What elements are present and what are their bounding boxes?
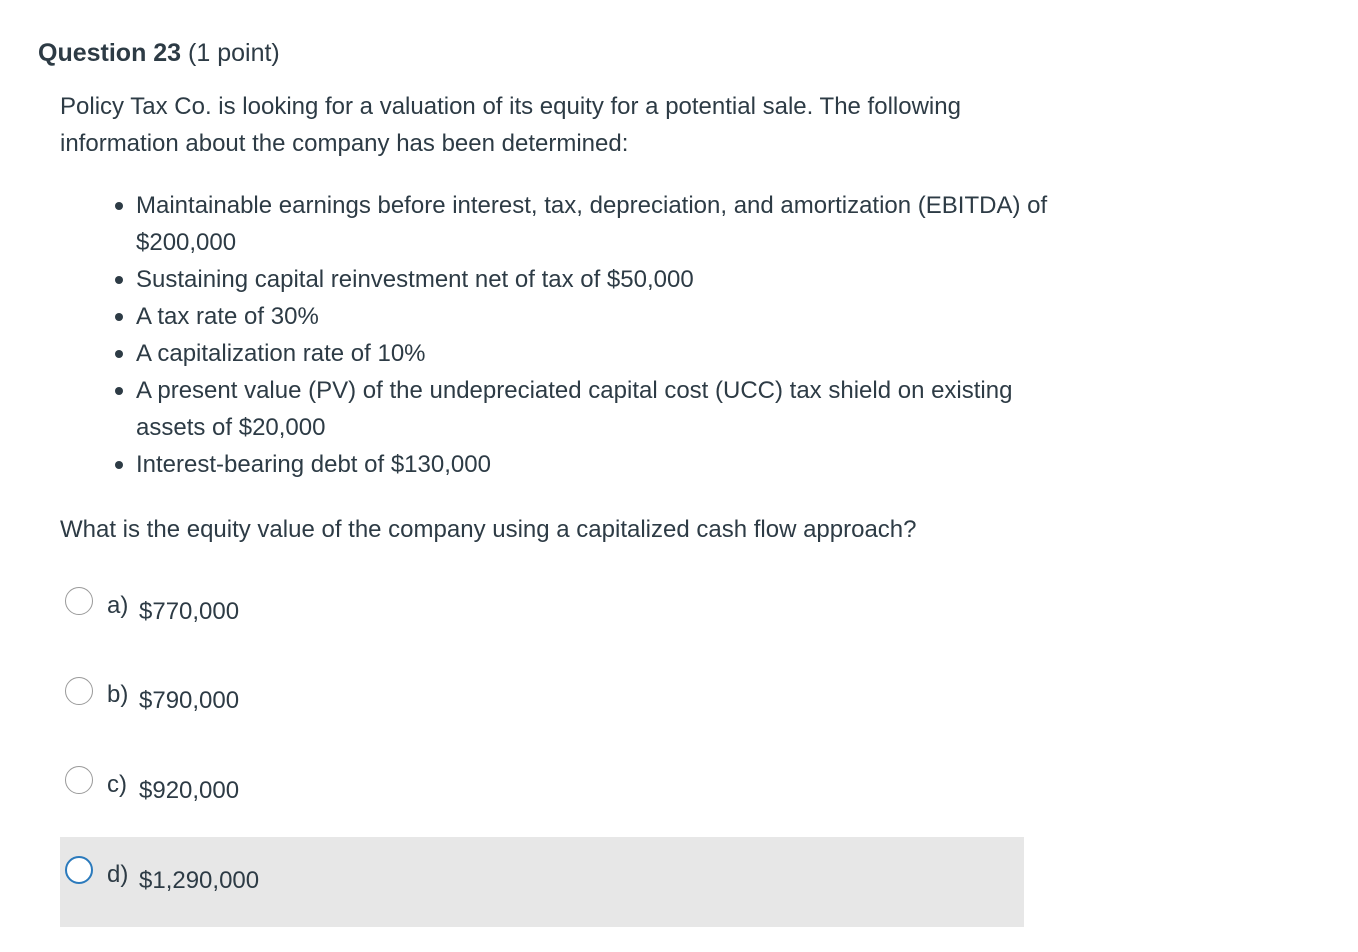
fact-item-tax-rate: A tax rate of 30% [136, 298, 1076, 335]
answer-letter-c: c) [107, 771, 127, 798]
answer-letter-d: d) [107, 861, 129, 888]
answer-letter-b: b) [107, 681, 129, 708]
answer-option-d[interactable] [60, 837, 1024, 927]
fact-item-ebitda: Maintainable earnings before interest, tax, depreciation, and amortization (EBITDA) of $200,000 [136, 187, 1076, 261]
radio-button-b[interactable] [65, 677, 93, 705]
answer-option-c[interactable] [60, 751, 1024, 841]
answer-value-b: $790,000 [139, 687, 240, 714]
fact-item-debt: Interest-bearing debt of $130,000 [136, 446, 1076, 483]
question-title: Question 23 [38, 39, 182, 67]
radio-button-a[interactable] [65, 587, 93, 615]
question-prompt: What is the equity value of the company using a capitalized cash flow approach? [60, 516, 917, 543]
fact-item-capitalization-rate: A capitalization rate of 10% [136, 335, 1076, 372]
answer-value-c: $920,000 [139, 777, 240, 804]
answer-value-d: $1,290,000 [139, 867, 260, 894]
facts-list [60, 187, 1076, 483]
radio-button-d[interactable] [65, 856, 93, 884]
answer-letter-a: a) [107, 592, 129, 619]
question-header [38, 36, 280, 70]
answer-option-a[interactable] [60, 572, 1024, 662]
radio-button-c[interactable] [65, 766, 93, 794]
answer-option-b[interactable] [60, 661, 1024, 751]
fact-item-capital-reinvestment: Sustaining capital reinvestment net of tax of $50,000 [136, 261, 1076, 298]
fact-item-ucc-tax-shield: A present value (PV) of the undepreciated capital cost (UCC) tax shield on existing assets of $20,000 [136, 372, 1076, 446]
question-points: (1 point) [188, 39, 280, 67]
answer-value-a: $770,000 [139, 598, 240, 625]
question-intro: Policy Tax Co. is looking for a valuation of its equity for a potential sale. The following information about the company has been determined: [60, 93, 961, 157]
